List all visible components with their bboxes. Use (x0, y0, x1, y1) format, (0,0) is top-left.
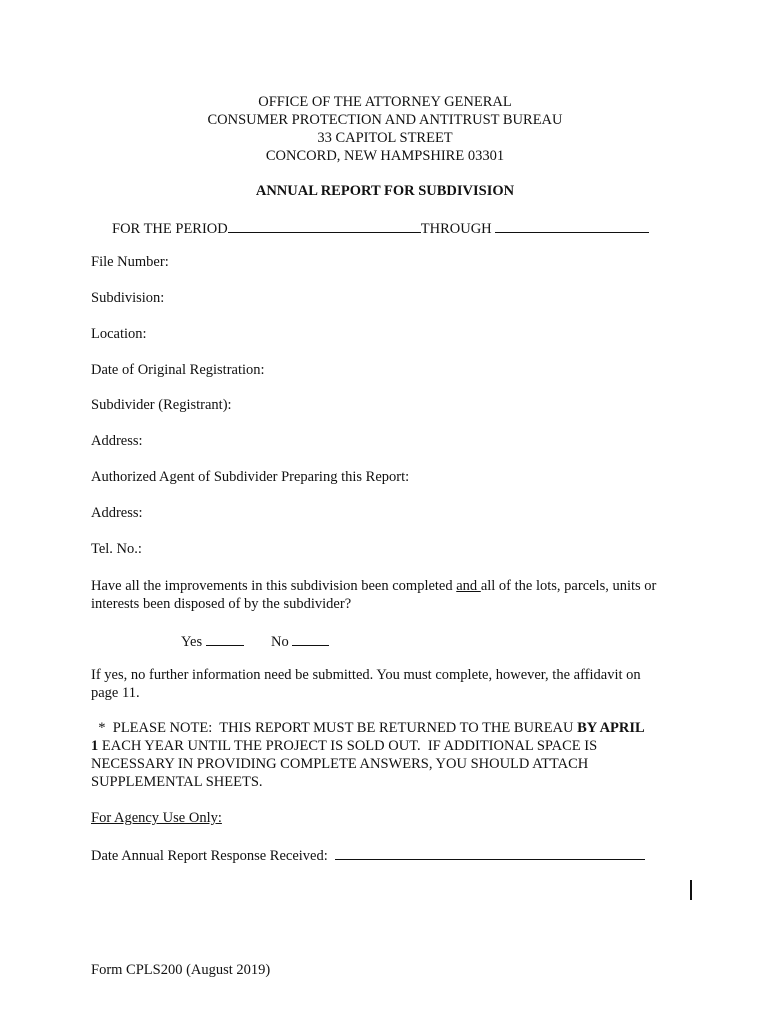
yes-label: Yes (181, 634, 203, 650)
agent-label: Authorized Agent of Subdivider Preparing this Report: (91, 469, 410, 485)
file-number-label: File Number: (91, 254, 169, 270)
period-row (112, 218, 649, 238)
subdivision-label: Subdivision: (91, 290, 165, 306)
date-received-field[interactable] (335, 845, 645, 860)
header-street: 33 CAPITOL STREET (317, 130, 453, 146)
subdivider-label: Subdivider (Registrant): (91, 397, 232, 413)
date-received-row (91, 845, 645, 865)
text-cursor (690, 880, 692, 900)
completion-question: Have all the improvements in this subdivision been completed and all of the lots, parcels, units or interests been disposed of by the subdivider? (91, 578, 657, 612)
no-option (271, 631, 329, 651)
no-field[interactable] (292, 631, 329, 646)
through-label: THROUGH (420, 221, 492, 237)
location-label: Location: (91, 326, 147, 342)
form-title: ANNUAL REPORT FOR SUBDIVISION (255, 183, 515, 199)
period-label: FOR THE PERIOD (112, 221, 228, 237)
period-start-field[interactable] (228, 218, 421, 233)
date-received-label: Date Annual Report Response Received: (91, 848, 328, 864)
address-label: Address: (91, 433, 143, 449)
no-label: No (271, 634, 289, 650)
date-registration-label: Date of Original Registration: (91, 362, 265, 378)
yes-option (181, 631, 244, 651)
tel-label: Tel. No.: (91, 541, 142, 557)
agent-address-label: Address: (91, 505, 143, 521)
deadline-bold: BY APRIL (577, 720, 645, 736)
if-yes-paragraph: If yes, no further information need be submitted. You must complete, however, the affidavit on page 11. (91, 667, 641, 701)
form-footer: Form CPLS200 (August 2019) (91, 962, 271, 978)
header-office: OFFICE OF THE ATTORNEY GENERAL (258, 94, 512, 110)
header-city: CONCORD, NEW HAMPSHIRE 03301 (265, 148, 505, 164)
agency-heading: For Agency Use Only: (91, 810, 222, 826)
yes-field[interactable] (206, 631, 244, 646)
please-note-paragraph: * PLEASE NOTE: THIS REPORT MUST BE RETURNED TO THE BUREAU BY APRIL 1 EACH YEAR UNTIL THE PROJECT IS SOLD OUT. IF ADDITIONAL SPACE IS NECESSARY IN PROVIDING COMPLETE ANSWERS, YOU SHOULD ATTACH SUPPLEMENTAL SHEETS. (91, 720, 645, 790)
header-bureau: CONSUMER PROTECTION AND ANTITRUST BUREAU (207, 112, 563, 128)
and-underlined: and (456, 578, 481, 594)
period-end-field[interactable] (495, 218, 649, 233)
